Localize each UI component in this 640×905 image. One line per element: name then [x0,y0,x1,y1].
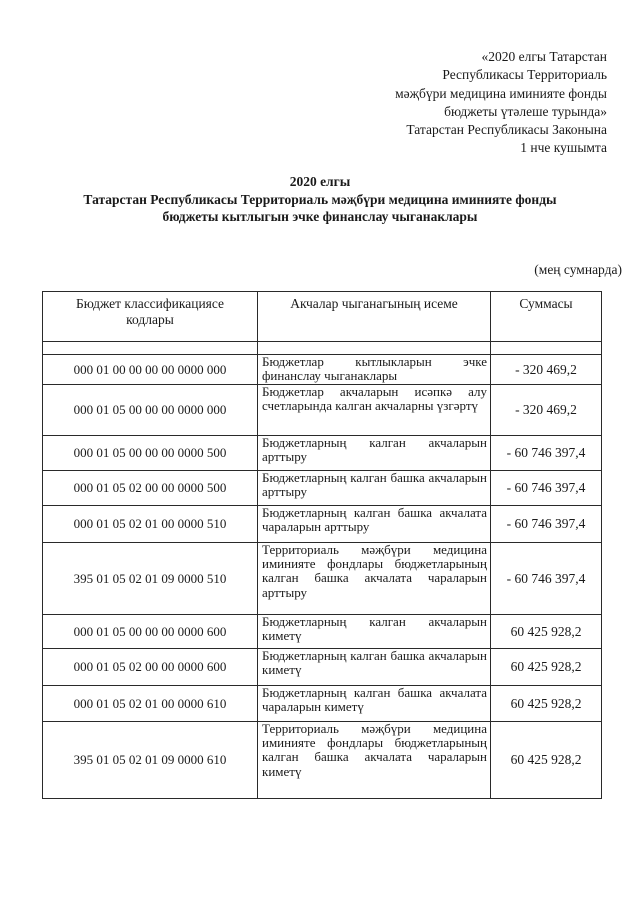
header-line: бюджеты үтәлеше турында» [444,103,607,119]
row-code: 395 01 05 02 01 09 0000 510 [43,543,258,615]
table-row [43,722,602,799]
header-line: 1 нче кушымта [520,140,607,156]
title-line-2: бюджеты кытлыгын эчке финанслау чыганаклары [162,209,478,224]
row-name: Территориаль мәҗбүри медицина иминияте фондлары бюджетларының калган башка акчалата чараларын киметү [258,722,491,799]
header-line: Татарстан Республикасы Законына [406,122,607,138]
header-line: Республикасы Территориаль [442,67,607,83]
row-sum: - 60 746 397,4 [491,436,602,471]
row-sum: - 60 746 397,4 [491,471,602,506]
law-annex-header [395,48,607,158]
header-name: Акчалар чыганагының исеме [258,292,491,342]
row-sum: - 60 746 397,4 [491,543,602,615]
row-sum: 60 425 928,2 [491,686,602,722]
table-row [43,471,602,506]
units-label: (мең сумнарда) [534,262,622,277]
row-sum: 60 425 928,2 [491,615,602,649]
table-header-row [43,292,602,342]
row-name: Территориаль мәҗбүри медицина иминияте фондлары бюджетларының калган башка акчалата чараларын арттыру [258,543,491,615]
row-name: Бюджетларның калган акчаларын арттыру [258,436,491,471]
table-row [43,385,602,436]
table-row [43,615,602,649]
row-code: 000 01 05 02 01 00 0000 610 [43,686,258,722]
table-row [43,355,602,385]
row-name: Бюджетларның калган башка акчаларын арттыру [258,471,491,506]
row-code: 395 01 05 02 01 09 0000 610 [43,722,258,799]
table-row [43,506,602,543]
table-row [43,543,602,615]
header-line: мәҗбүри медицина иминияте фонды [395,85,607,101]
table-row [43,686,602,722]
row-sum: - 60 746 397,4 [491,506,602,543]
row-name: Бюджетлар акчаларын исәпкә алу счетларында калган акчаларны үзгәртү [258,385,491,436]
row-sum: 60 425 928,2 [491,722,602,799]
row-name: Бюджетларның калган башка акчалата чараларын киметү [258,686,491,722]
title-line-1: Татарстан Республикасы Территориаль мәҗбүри медицина иминияте фонды [83,191,557,207]
table-row [43,436,602,471]
row-name: Бюджетларның калган башка акчалата чараларын арттыру [258,506,491,543]
header-sum: Суммасы [491,292,602,342]
row-sum: - 320 469,2 [491,385,602,436]
title-year: 2020 елгы [289,174,351,189]
document-title [20,173,620,226]
row-sum: 60 425 928,2 [491,649,602,686]
row-name: Бюджетлар кытлыкларын эчке финанслау чыганаклары [258,355,491,385]
financing-sources-table [42,291,602,799]
row-code: 000 01 05 02 00 00 0000 600 [43,649,258,686]
row-name: Бюджетларның калган акчаларын киметү [258,615,491,649]
header-code: Бюджет классификациясе кодлары [43,292,258,342]
row-code: 000 01 05 00 00 00 0000 500 [43,436,258,471]
table-spacer [43,342,602,355]
row-code: 000 01 05 00 00 00 0000 000 [43,385,258,436]
row-name: Бюджетларның калган башка акчаларын киметү [258,649,491,686]
row-code: 000 01 05 02 00 00 0000 500 [43,471,258,506]
table-row [43,649,602,686]
header-line: «2020 елгы Татарстан [481,49,607,64]
row-sum: - 320 469,2 [491,355,602,385]
row-code: 000 01 05 00 00 00 0000 600 [43,615,258,649]
row-code: 000 01 05 02 01 00 0000 510 [43,506,258,543]
row-code: 000 01 00 00 00 00 0000 000 [43,355,258,385]
